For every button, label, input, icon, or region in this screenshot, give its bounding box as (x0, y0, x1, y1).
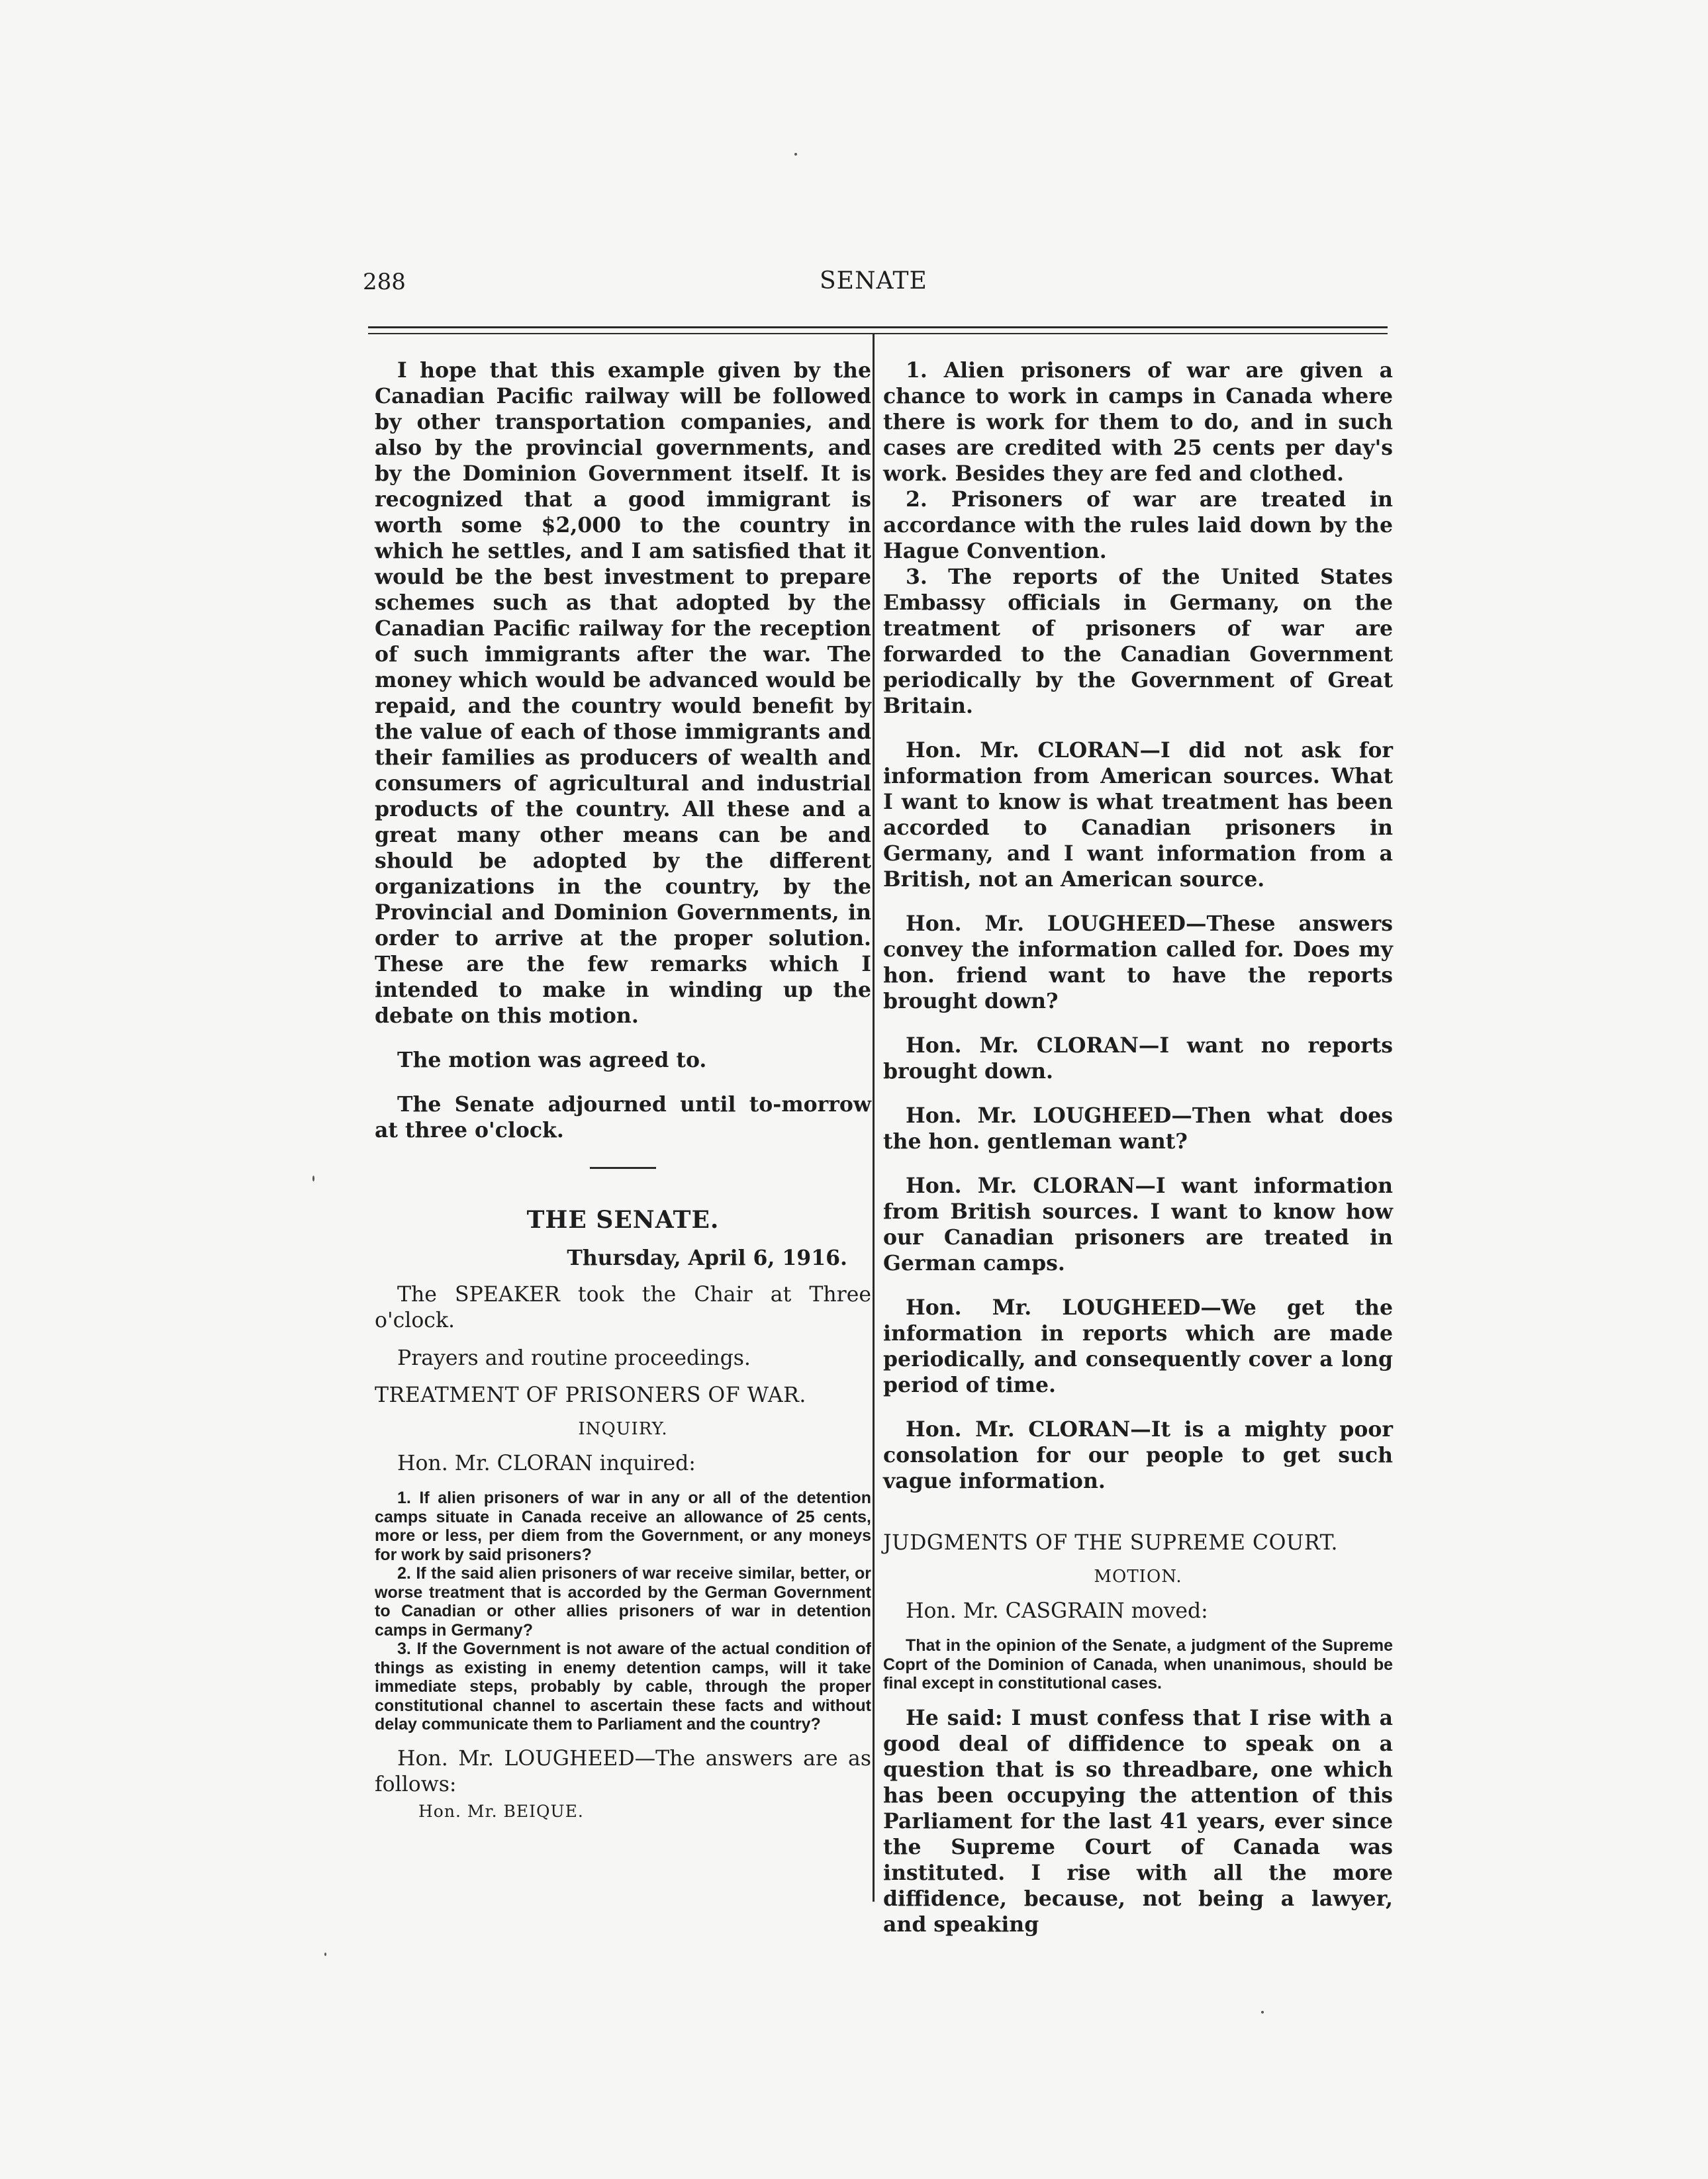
column-divider (873, 333, 875, 1902)
inquiry-question-3: 3. If the Government is not aware of the actual condition of things as existing in enemy detention camps, will it take immediate steps, probably by cable, through the proper constitutional channel to ascertain these facts and without delay communicate them to Parliament and the country? (375, 1640, 871, 1734)
scan-speck (1261, 2011, 1264, 2014)
scan-speck (312, 1176, 314, 1182)
speaker-took-chair: The SPEAKER took the Chair at Three o'clock. (375, 1283, 871, 1332)
debate-cloran-2: Hon. Mr. CLORAN—I want no reports brought down. (883, 1033, 1393, 1084)
header-rule-thin (368, 333, 1388, 334)
scan-speck (324, 1953, 326, 1956)
section-separator (590, 1167, 656, 1169)
scan-speck (794, 153, 797, 156)
prayers-proceedings: Prayers and routine proceedings. (397, 1346, 751, 1370)
left-column (375, 357, 871, 1821)
debate-lougheed-2: Hon. Mr. LOUGHEED—Then what does the hon. gentleman want? (883, 1103, 1393, 1154)
casgrain-moved: Hon. Mr. CASGRAIN moved: (906, 1599, 1208, 1623)
signature-beique: Hon. Mr. BEIQUE. (418, 1801, 584, 1821)
inquiry-question-2: 2. If the said alien prisoners of war receive similar, better, or worse treatment that is accorded by the German Government to Canadian or other allies prisoners of war in detention camps in Germany? (375, 1564, 871, 1640)
running-head: SENATE (820, 267, 927, 295)
immigration-paragraph: I hope that this example given by the Canadian Pacific railway will be followed by other transportation companies, and also by the provincial governments, and by the Dominion Government itself. It is recognized that a good immigrant is worth some $2,000 to the country in which he settles, and I am satisfied that it would be the best investment to prepare schemes such as that adopted by the Canadian Pacific railway for the reception of such immigrants after the war. The money which would be advanced would be repaid, and the country would benefit by the value of each of those immigrants and their families as producers of wealth and consumers of agricultural and industrial products of the country. All these and a great many other means can be and should be adopted by the different organizations in the country, by the Provincial and Dominion Governments, in order to arrive at the proper solution. These are the few remarks which I intended to make in winding up the debate on this motion. (375, 358, 871, 1028)
motion-agreed: The motion was agreed to. (397, 1048, 707, 1072)
answer-3: 3. The reports of the United States Embassy officials in Germany, on the treatment of prisoners of war are forwarded to the Canadian Government periodically by the Government of Great Britain. (883, 565, 1393, 718)
debate-lougheed-3: Hon. Mr. LOUGHEED—We get the information in reports which are made periodically, and consequently cover a long period of time. (883, 1295, 1393, 1397)
cloran-inquired: Hon. Mr. CLORAN inquired: (397, 1452, 696, 1475)
answer-1: 1. Alien prisoners of war are given a chance to work in camps in Canada where there is work for them to do, and in such cases are credited with 25 cents per day's work. Besides they are fed and clothed. (883, 358, 1393, 486)
subhead-motion: MOTION. (1094, 1567, 1182, 1587)
casgrain-speech: He said: I must confess that I rise with a good deal of diffidence to speak on a question that is so threadbare, one which has been occupying the attention of this Parliament for the last 41 years, ever since the Supreme Court of Canada was instituted. I rise with all the more diffidence, because, not being a lawyer, and speaking (883, 1705, 1393, 1937)
senate-adjourned: The Senate adjourned until to-morrow at three o'clock. (375, 1092, 871, 1142)
inquiry-question-1: 1. If alien prisoners of war in any or all of the detention camps situate in Canada receive an allowance of 25 cents, more or less, per diem from the Government, or any moneys for work by said prisoners? (375, 1489, 871, 1564)
right-column (883, 357, 1393, 1937)
sitting-date: Thursday, April 6, 1916. (567, 1246, 847, 1270)
debate-cloran-4: Hon. Mr. CLORAN—It is a mighty poor consolation for our people to get such vague information. (883, 1417, 1393, 1493)
motion-text: That in the opinion of the Senate, a judgment of the Supreme Coprt of the Dominion of Canada, when unanimous, should be final except in constitutional cases. (883, 1636, 1393, 1692)
section-title-prisoners: TREATMENT OF PRISONERS OF WAR. (375, 1383, 806, 1407)
debate-lougheed-1: Hon. Mr. LOUGHEED—These answers convey the information called for. Does my hon. friend want to have the reports brought down? (883, 911, 1393, 1013)
debate-cloran-3: Hon. Mr. CLORAN—I want information from British sources. I want to know how our Canadian prisoners are treated in German camps. (883, 1174, 1393, 1275)
section-title-supreme-court: JUDGMENTS OF THE SUPREME COURT. (883, 1531, 1339, 1555)
page-number: 288 (363, 269, 406, 295)
senate-heading: THE SENATE. (526, 1206, 720, 1234)
header-rule-thick (368, 326, 1388, 328)
debate-cloran-1: Hon. Mr. CLORAN—I did not ask for information from American sources. What I want to know is what treatment has been accorded to Canadian prisoners in Germany, and I want information from a British, not an American source. (883, 738, 1393, 892)
lougheed-answers-intro: Hon. Mr. LOUGHEED—The answers are as follows: (375, 1746, 871, 1796)
answer-2: 2. Prisoners of war are treated in accordance with the rules laid down by the Hague Convention. (883, 487, 1393, 563)
subhead-inquiry: INQUIRY. (578, 1419, 668, 1439)
